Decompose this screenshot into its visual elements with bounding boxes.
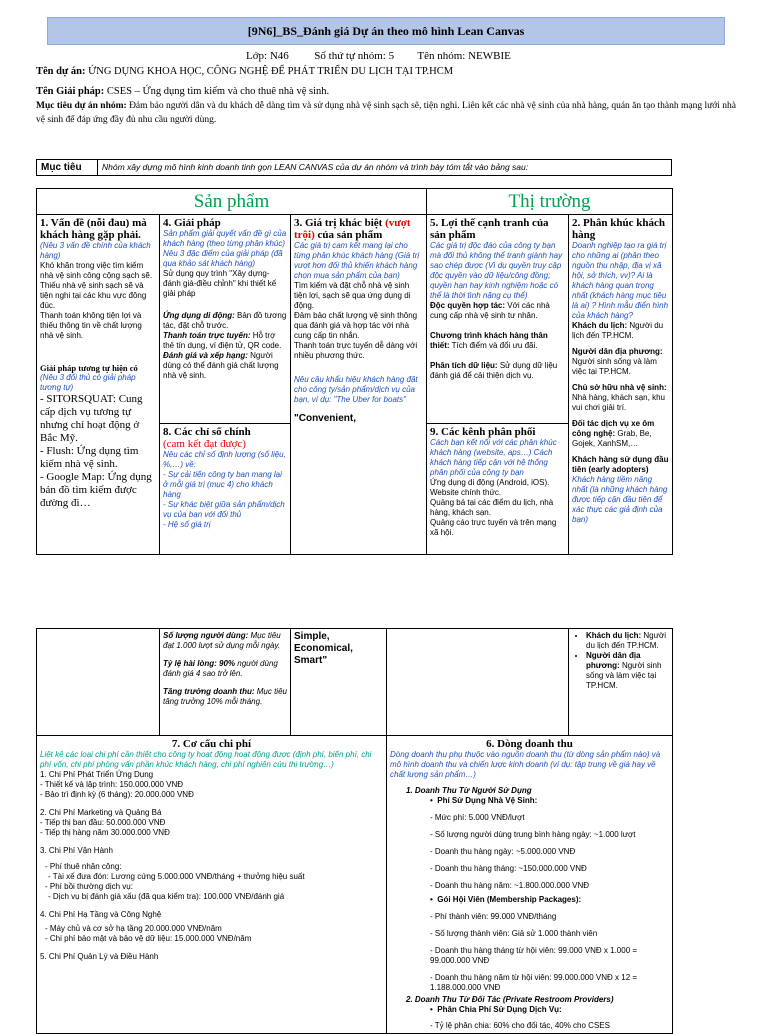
problem-cell [37, 215, 160, 555]
document-title: [9N6]_BS_Đánh giá Dự án theo mô hình Lean Canvas [247, 23, 525, 38]
unfair-advantage-cell [427, 215, 569, 424]
cost-structure-cell [37, 736, 387, 1034]
revenue-hint: Dòng doanh thu phụ thuộc vào nguồn doanh thu (từ dòng sản phẩm nào) và mô hình doanh thu và chiến lược kinh doanh (ví dụ: tập trung về giá hay về chất lượng sản phẩm…) [390, 750, 661, 779]
lean-canvas-continuation-table [36, 628, 673, 1034]
cost-title: 7. Cơ cấu chi phí [171, 738, 252, 750]
class-info-line [246, 50, 511, 62]
cost-group-5: 5. Chi Phí Quản Lý và Điều Hành [40, 952, 159, 961]
objective-table [36, 159, 672, 176]
revenue-user-line-5: - Doanh thu hàng năm: ~1.800.000.000 VNĐ [430, 881, 589, 890]
revenue-membership-line-2: - Số lượng thành viên: Giả sử 1.000 thành viên [430, 929, 598, 938]
solution-hint-2: Nêu 3 đặc điểm của giải pháp (đã qua khảo sát khách hàng) [163, 249, 283, 268]
metrics-subtitle: (cam kết đạt được) [163, 438, 246, 450]
cost-4b: - Chi phí bảo mật và bảo vệ dữ liệu: 15.000.000 VNĐ/năm [45, 934, 252, 943]
value-item-1: Tìm kiếm và đặt chỗ nhà vệ sinh tiện lợi, sạch sẽ qua ứng dụng di động. [294, 281, 411, 310]
solution-hint: Sản phẩm giải quyết vấn đề gì của khách hàng (theo từng phân khúc) [163, 229, 287, 248]
channels-cell-cont [387, 629, 569, 736]
value-proposition-cell [291, 215, 427, 555]
segment-3: Chủ sở hữu nhà vệ sinh: Nhà hàng, khách sạn, khu vui chơi giải trí. [572, 383, 667, 412]
cost-group-4: 4. Chi Phí Hạ Tầng và Công Nghệ [40, 910, 162, 919]
goal-paragraph [36, 99, 736, 127]
revenue-user-line-3: - Doanh thu hàng ngày: ~5.000.000 VNĐ [430, 847, 576, 856]
group-name: Tên nhóm: NEWBIE [417, 50, 511, 62]
channel-3: Quảng cáo trực tuyến và trên mạng xã hội. [430, 518, 557, 537]
problem-item-3: Thanh toán không tiện lợi và thiếu thông tin về chất lượng nhà vệ sinh. [40, 311, 142, 340]
project-line [36, 66, 453, 77]
advantage-item-1: Độc quyền hợp tác: Với các nhà cung cấp nhà vệ sinh tư nhân. [430, 301, 550, 320]
project-label: Tên dự án: [36, 66, 86, 77]
advantage-item-2: Chương trình khách hàng thân thiết: Tích điểm và đổi ưu đãi. [430, 331, 548, 350]
value-hint: Các giá trị cam kết mang lại cho từng phân khúc khách hàng (Giá trị vượt hơn đối thủ khiến khách hàng chọn mua sản phẩm của bạn) [294, 241, 420, 280]
problem-item-1: Khó khăn trong việc tìm kiếm nhà vệ sinh công cộng sạch sẽ. [40, 261, 153, 280]
revenue-user-line-1: - Mức phí: 5.000 VNĐ/lượt [430, 813, 525, 822]
cost-1a: - Thiết kế và lập trình: 150.000.000 VNĐ [40, 780, 184, 789]
solution-feature-1: Ứng dụng di động: Bản đồ tương tác, đặt chỗ trước. [163, 311, 287, 330]
problem-title: 1. Vấn đề (nỗi đau) mà khách hàng gặp phải. [40, 217, 147, 241]
revenue-list-2 [390, 912, 669, 993]
cost-3c: - Phí bồi thường dịch vụ: [45, 882, 133, 891]
cost-3a: - Phí thuê nhân công: [45, 862, 122, 871]
alternatives-hint: (Nêu 3 đối thủ có giải pháp tương tự) [40, 373, 136, 392]
objective-label: Mục tiêu [37, 160, 98, 176]
metrics-hint-2: - Sự cải tiến công ty ban mang lại ở mỗi giá trị (mục 4) cho khách hàng [163, 470, 282, 499]
revenue-group-3-sub: • Phân Chia Phí Sử Dụng Dịch Vụ: [430, 1005, 562, 1014]
customer-segments-cell-cont [569, 629, 673, 736]
cost-3d: - Dịch vụ bị đánh giá xấu (đã qua kiểm tra): 100.000 VNĐ/đánh giá [48, 892, 285, 901]
revenue-group-2-sub: • Gói Hội Viên (Membership Packages): [430, 895, 582, 904]
cost-hint: Liệt kê các loại chi phí cần thiết cho công ty hoạt động hoạt động được (định phí, biến phí, chi phí vốn, chi phí phòng vấn phần khúc khách hàng, chi phí nghiên cứu thị trường…) [40, 750, 372, 769]
early-adopter-1: • Khách du lịch: Người du lịch đến TP.HCM. [586, 631, 669, 651]
metric-1: Số lượng người dùng: Mục tiêu đạt 1.000 lượt sử dụng mỗi ngày. [163, 631, 281, 650]
class-label: Lớp: N46 [246, 50, 289, 62]
product-section-header [37, 189, 427, 215]
channels-hint: Cách bạn kết nối với các phân khúc khách hàng (website, aps…) Cách khách hàng tiếp cận với hệ thống phân phối của công ty bạn [430, 438, 557, 477]
goal-text: Đảm bảo người dân và du khách dễ dàng tìm và sử dụng nhà vệ sinh sạch sẽ, tiện nghi. Liên kết các nhà vệ sinh của nhà hàng, quán ăn tạo thành mạng lưới nhà vệ sinh để đáp ứng đầy đủ nhu cầu người dùng. [36, 101, 737, 125]
segment-1: Khách du lịch: Người du lịch đến TP.HCM. [572, 321, 664, 340]
alternative-3: - Google Map: Ứng dụng bản đồ tìm kiếm được đường đi… [40, 471, 152, 509]
solution-name: CSES – Ứng dụng tìm kiếm và cho thuê nhà vệ sinh. [106, 86, 330, 97]
revenue-membership-line-1: - Phí thành viên: 99.000 VNĐ/tháng [430, 912, 557, 921]
slogan-line-1: "Convenient, [294, 413, 356, 424]
advantage-item-3: Phân tích dữ liệu: Sử dụng dữ liệu đánh giá để cải thiện dịch vụ. [430, 361, 558, 380]
cost-1b: - Bảo trì định kỳ (6 tháng): 20.000.000 VNĐ [40, 790, 194, 799]
advantage-title: 5. Lợi thế cạnh tranh của sản phẩm [430, 217, 549, 241]
document-title-bar [47, 17, 725, 45]
problem-item-2: Thiếu nhà vệ sinh sạch sẽ và tiện nghi tại các khu vực đông đúc. [40, 281, 147, 310]
slogan-hint: Nêu câu khẩu hiệu khách hàng đặt cho công ty/sản phẩm/dịch vụ của bạn, ví dụ: "The Uber for boats" [294, 375, 418, 404]
segment-2: Người dân địa phương: Người sinh sống và làm việc tại TP.HCM. [572, 347, 663, 376]
value-title: 3. Giá trị khác biệt (vượt trội) của sản phẩm [294, 217, 411, 241]
cost-group-1: 1. Chi Phí Phát Triển Ứng Dụng [40, 770, 154, 779]
early-adopter-2: • Người dân địa phương: Người sinh sống và làm việc tại TP.HCM. [586, 651, 669, 691]
metrics-hint-3: - Sự khác biệt giữa sản phẩm/dịch vụ của bạn với đối thủ [163, 500, 285, 519]
objective-text: Nhóm xây dựng mô hình kinh doanh tinh gọn LEAN CANVAS của dự án nhóm và trình bày tóm tắt vào bảng sau: [98, 160, 672, 176]
channel-2: Quảng bá tại các điểm du lịch, nhà hàng, khách sạn. [430, 498, 554, 517]
metrics-hint-4: - Hệ số giá trị [163, 520, 211, 529]
metrics-title: 8. Các chỉ số chính [163, 426, 251, 438]
metric-2: Tỷ lệ hài lòng: 90% người dùng đánh giá 4 sao trở lên. [163, 659, 278, 678]
segment-4: Đối tác dịch vụ xe ôm công nghệ: Grab, Be, Gojek, XanhSM,… [572, 419, 655, 448]
market-section-header [427, 189, 673, 215]
revenue-user-line-2: - Số lượng người dùng trung bình hàng ngày: ~1.000 lượt [430, 830, 636, 839]
problem-cell-cont [37, 629, 160, 736]
customer-segments-cell [569, 215, 673, 555]
early-adopters-title: Khách hàng sử dụng đầu tiên (early adopters) [572, 455, 669, 474]
metrics-hint-1: Nêu các chỉ số định lượng (số liệu, %,…) về: [163, 450, 286, 469]
cost-group-2: 2. Chi Phí Marketing và Quảng Bá [40, 808, 162, 817]
market-section-title: Thị trường [508, 190, 591, 212]
revenue-membership-line-4: - Doanh thu hàng năm từ hội viên: 99.000.000 VNĐ x 12 = 1.188.000.000 VNĐ [430, 973, 638, 992]
project-name: ỨNG DỤNG KHOA HỌC, CÔNG NGHỆ ĐỂ PHÁT TRIỂN DU LỊCH TẠI TP.HCM [88, 66, 454, 77]
revenue-membership-line-3: - Doanh thu hàng tháng từ hội viên: 99.000 VNĐ x 1.000 = 99.000.000 VNĐ [430, 946, 638, 965]
slogan-line-2: Simple, [294, 631, 330, 642]
solution-cell [160, 215, 291, 424]
channels-cell [427, 424, 569, 555]
metric-3: Tăng trưởng doanh thu: Mục tiêu tăng trưởng 10% mỗi tháng. [163, 687, 287, 706]
key-metrics-cell-cont [160, 629, 291, 736]
segments-title: 2. Phân khúc khách hàng [572, 217, 665, 241]
cost-group-3: 3. Chi Phí Vận Hành [40, 846, 113, 855]
channels-title: 9. Các kênh phân phối [430, 426, 536, 438]
value-proposition-cell-cont [291, 629, 387, 736]
cost-3b: - Tài xế đưa đón: Lương cứng 5.000.000 VNĐ/tháng + thưởng hiệu suất [48, 872, 305, 881]
slogan-line-4: Smart" [294, 655, 328, 666]
solution-process: Sử dụng quy trình "Xây dựng-đánh giá-điều chỉnh" khi thiết kế giải pháp [163, 269, 277, 298]
revenue-group-1: 1. Doanh Thu Từ Người Sử Dụng [406, 786, 532, 795]
cost-2a: - Tiếp thị ban đầu: 50.000.000 VNĐ [40, 818, 166, 827]
solution-title: 4. Giải pháp [163, 217, 221, 229]
slogan-line-3: Economical, [294, 643, 353, 654]
advantage-hint: Các giá trị độc đáo của công ty bạn mà đối thủ không thể tranh giành hay sao chép được (Vì dụ quyền truy cập độc quyền vào dữ liệu/công đồng; quyền hạn hay kinh nghiệm hoặc có thể là thời tình nặng cụ thể) [430, 241, 563, 300]
solution-feature-3: Đánh giá và xếp hạng: Người dùng có thể đánh giá chất lượng nhà vệ sinh. [163, 351, 279, 380]
value-item-2: Đảm bảo chất lượng vệ sinh thông qua đánh giá và hợp tác với nhà cung cấp tin nhắn. [294, 311, 418, 340]
cost-2b: - Tiếp thị hàng năm 30.000.000 VNĐ [40, 828, 170, 837]
goal-label: Mục tiêu dự án nhóm: [36, 101, 127, 111]
cost-4a: - Máy chủ và cơ sở hạ tầng 20.000.000 VNĐ/năm [45, 924, 222, 933]
revenue-list-1 [390, 813, 669, 891]
solution-feature-2: Thanh toán trực tuyến: Hỗ trợ thẻ tín dụng, ví điện tử, QR code. [163, 331, 282, 350]
alternative-1: - SITORSQUAT: Cung cấp dịch vụ tương tự nhưng chỉ hoạt động ở Bắc Mỹ. [40, 393, 143, 444]
lean-canvas-table [36, 188, 673, 555]
revenue-share-line: - Tỷ lệ phân chia: 60% cho đối tác, 40% cho CSES [430, 1021, 610, 1030]
early-adopters-hint: Khách hàng tiềm năng nhất (là những khách hàng được tiếp cận đầu tiên để xác thực các giả định của bạn) [572, 475, 668, 524]
problem-hint: (Nêu 3 vấn đề chính của khách hàng) [40, 241, 151, 260]
channel-1: Ứng dụng di động (Android, iOS). Website chính thức. [430, 478, 550, 497]
revenue-group-2: 2. Doanh Thu Từ Đối Tác (Private Restroom Providers) [406, 995, 614, 1004]
revenue-group-1-sub: • Phí Sử Dụng Nhà Vệ Sinh: [430, 796, 538, 805]
alternatives-title: Giải pháp tương tự hiện có [40, 363, 138, 373]
revenue-title: 6. Dòng doanh thu [486, 738, 573, 750]
alternative-2: - Flush: Ứng dụng tìm kiếm nhà vệ sinh. [40, 445, 139, 470]
key-metrics-cell [160, 424, 291, 555]
solution-label: Tên Giải pháp: [36, 86, 105, 97]
value-item-3: Thanh toán trực tuyến dễ dàng với nhiều phương thức. [294, 341, 418, 360]
group-number: Số thứ tự nhóm: 5 [314, 50, 395, 62]
revenue-user-line-4: - Doanh thu hàng tháng: ~150.000.000 VNĐ [430, 864, 587, 873]
solution-line [36, 86, 329, 97]
product-section-title: Sản phẩm [193, 190, 270, 212]
revenue-streams-cell [387, 736, 673, 1034]
segments-hint: Doanh nghiệp tạo ra giá trị cho những ai (phân theo nguồn thu nhập, địa vị xã hội, sở thích, vv)? Ai là khách hàng quan trọng nhất (khách hàng mục tiêu là ai) ? Hình mẫu điển hình của khách hàng? [572, 241, 669, 320]
